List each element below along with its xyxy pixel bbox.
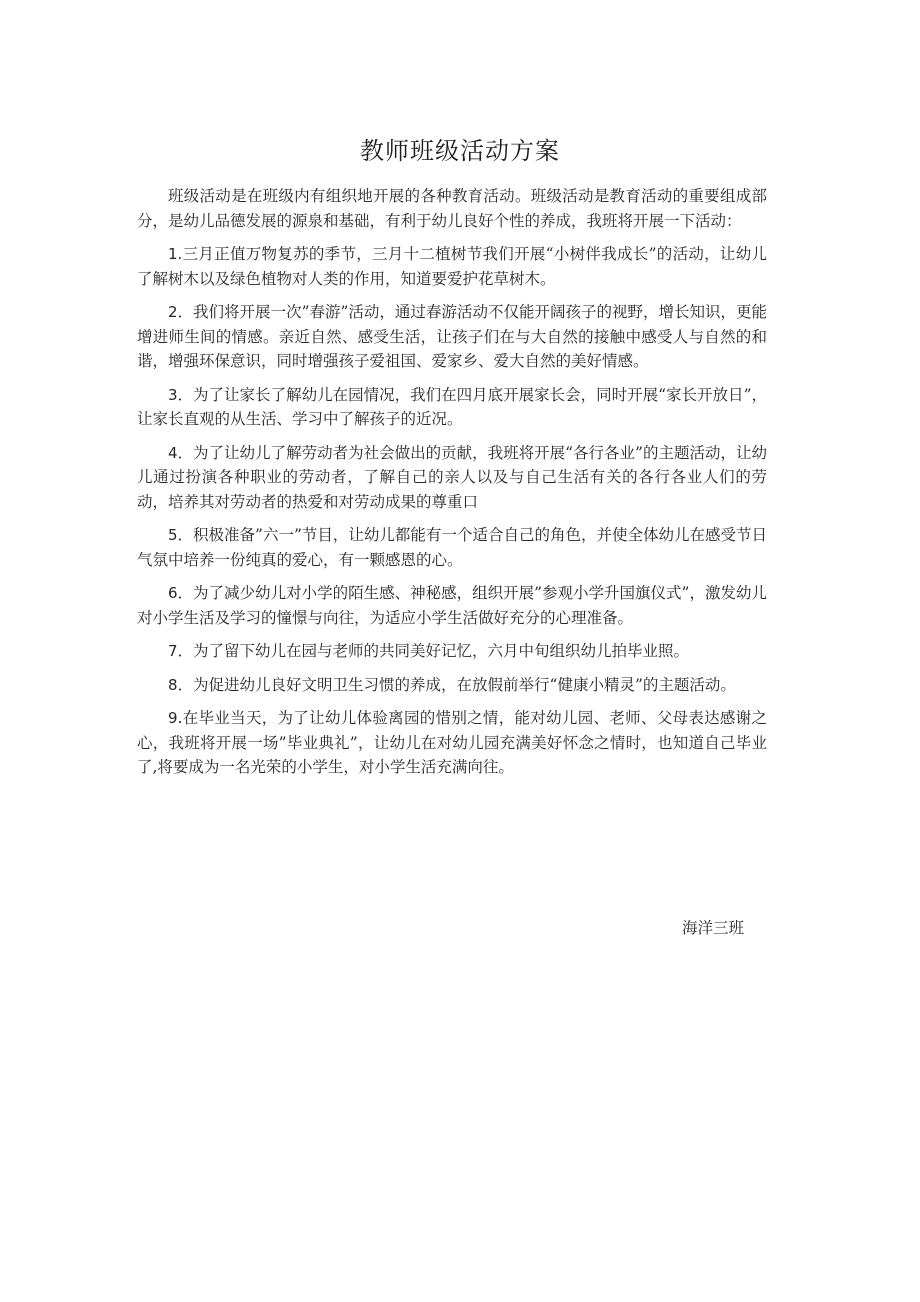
item-text: ．为促进幼儿良好文明卫生习惯的养成，在放假前举行“健康小精灵”的主题活动。 xyxy=(177,675,736,694)
item-number: 5 xyxy=(168,526,178,544)
item-text: ．为了让家长了解幼儿在园情况，我们在四月底开展家长会，同时开展“家长开放日”，让家长直观的从生活、学习中了解孩子的近况。 xyxy=(137,385,767,428)
item-number: 7 xyxy=(168,642,178,660)
item-text: ．积极准备”六一”节目，让幼儿都能有一个适合自己的角色，并使全体幼儿在感受节日气氛中培养一份纯真的爱心，有一颗感恩的心。 xyxy=(137,526,767,569)
activity-item-4 xyxy=(137,441,767,515)
document-title: 教师班级活动方案 xyxy=(360,137,560,165)
item-number: 4 xyxy=(168,443,178,462)
item-number: 9 xyxy=(168,709,178,727)
item-text: 三月正值万物复苏的季节，三月十二植树节我们开展“小树伴我成长”的活动，让幼儿了解树木以及绿色植物对人类的作用，知道要爱护花草树木。 xyxy=(137,245,767,288)
activity-item-9 xyxy=(137,706,767,780)
item-text: ．为了留下幼儿在园与老师的共同美好记忆，六月中旬组织幼儿拍毕业照。 xyxy=(177,642,690,660)
item-text: ．为了减少幼儿对小学的陌生感、神秘感，组织开展”参观小学升国旗仪式”，激发幼儿对小学生活及学习的憧憬与向往，为适应小学生活做好充分的心理准备。 xyxy=(137,584,767,627)
item-text: ．为了让幼儿了解劳动者为社会做出的贡献，我班将开展“各行各业”的主题活动，让幼儿通过扮演各种职业的劳动者，了解自己的亲人以及与自己生活有关的各行各业人们的劳动，培养其对劳动者的热爱和对劳动成果的尊重口 xyxy=(137,443,767,511)
item-number: 8 xyxy=(168,675,178,694)
document-body xyxy=(137,184,767,789)
activity-item-3 xyxy=(137,383,767,432)
item-number: 6 xyxy=(168,584,178,602)
item-text: .在毕业当天，为了让幼儿体验离园的惜别之情，能对幼儿园、老师、父母表达感谢之心，我班将开展一场”毕业典礼”，让幼儿在对幼儿园充满美好怀念之情时，也知道自己毕业了,将要成为一名光荣的小学生，对小学生活充满向往。 xyxy=(137,709,767,776)
item-number: 3 xyxy=(168,385,178,404)
activity-item-1 xyxy=(137,242,767,291)
item-text: ．我们将开展一次”春游”活动，通过春游活动不仅能开阔孩子的视野，增长知识，更能增进师生间的情感。亲近自然、感受生活，让孩子们在与大自然的接触中感受人与自然的和谐，增强环保意识，同时增强孩子爱祖国、爱家乡、爱大自然的美好情感。 xyxy=(137,303,767,370)
item-number: 2 xyxy=(168,303,178,321)
activity-item-8 xyxy=(137,673,767,698)
class-signature: 海洋三班 xyxy=(681,919,744,937)
intro-paragraph: 班级活动是在班级内有组织地开展的各种教育活动。班级活动是教育活动的重要组成部分，是幼儿品德发展的源泉和基础，有利于幼儿良好个性的养成，我班将开展一下活动： xyxy=(137,187,767,230)
item-number: 1. xyxy=(168,245,183,263)
activity-item-5 xyxy=(137,523,767,572)
activity-item-2 xyxy=(137,300,767,374)
activity-item-6 xyxy=(137,581,767,630)
activity-item-7 xyxy=(137,639,767,664)
